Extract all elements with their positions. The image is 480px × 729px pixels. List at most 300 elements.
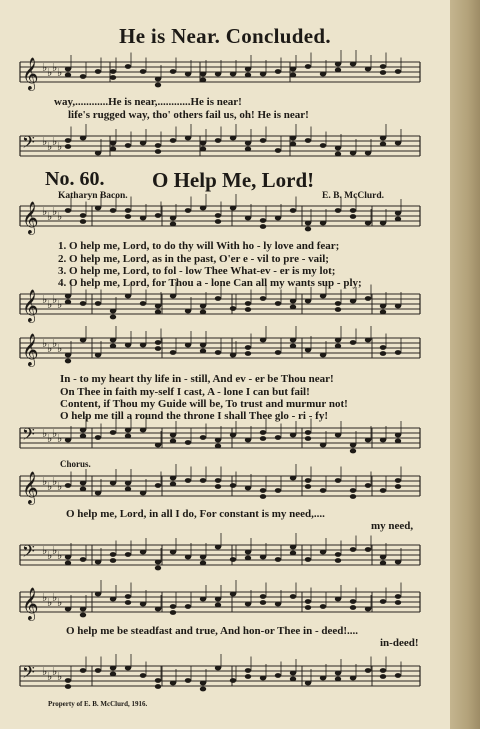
note-head (80, 74, 86, 79)
note-head (350, 605, 356, 610)
chorus-label: Chorus. (60, 459, 91, 469)
note-head (200, 435, 206, 440)
note-head (365, 483, 371, 488)
note-head (80, 338, 86, 343)
hymn-number: No. 60. (45, 168, 105, 190)
note-head (80, 613, 86, 618)
note-head (95, 151, 101, 156)
note-head (395, 211, 401, 216)
note-head (80, 428, 86, 433)
flat-sign-icon: ♭ (42, 591, 48, 604)
note-head (350, 494, 356, 499)
note-head (335, 146, 341, 151)
note-head (275, 148, 281, 153)
note-head (365, 438, 371, 443)
note-head (140, 673, 146, 678)
flat-sign-icon: ♭ (47, 670, 53, 683)
note-head (95, 560, 101, 565)
note-head (305, 138, 311, 143)
note-head (290, 67, 296, 72)
note-head (95, 69, 101, 74)
note-head (380, 310, 386, 315)
flat-sign-icon: ♭ (52, 135, 58, 148)
note-head (80, 481, 86, 486)
treble-clef-icon: 𝄞 (22, 289, 39, 322)
note-head (320, 676, 326, 681)
note-head (65, 483, 71, 488)
note-head (335, 208, 341, 213)
verse-a-line-4: 4. O help me, Lord, for Thou a - lone Can all my wants sup - ply; (58, 277, 362, 289)
note-head (80, 607, 86, 612)
note-head (305, 478, 311, 483)
note-head (95, 491, 101, 496)
note-head (65, 144, 71, 149)
note-head (200, 310, 206, 315)
note-head (260, 555, 266, 560)
note-head (305, 64, 311, 69)
note-head (260, 594, 266, 599)
treble-clef-icon: 𝄞 (22, 587, 39, 620)
note-head (155, 443, 161, 448)
flat-sign-icon: ♭ (42, 293, 48, 306)
note-head (350, 151, 356, 156)
note-head (230, 592, 236, 597)
chorus-line-1-echo: my need, (371, 520, 414, 532)
note-head (125, 214, 131, 219)
note-head (245, 668, 251, 673)
note-head (320, 443, 326, 448)
note-head (215, 296, 221, 301)
flat-sign-icon: ♭ (57, 480, 63, 493)
note-head (380, 70, 386, 75)
note-head (350, 488, 356, 493)
note-head (80, 136, 86, 141)
note-head (365, 668, 371, 673)
note-head (140, 69, 146, 74)
note-head (185, 136, 191, 141)
note-head (380, 599, 386, 604)
note-head (80, 301, 86, 306)
treble-clef-icon: 𝄞 (22, 471, 39, 504)
note-head (65, 607, 71, 612)
note-head (245, 345, 251, 350)
note-head (335, 301, 341, 306)
flat-sign-icon: ♭ (42, 205, 48, 218)
note-head (245, 147, 251, 152)
note-head (155, 83, 161, 88)
note-head (65, 138, 71, 143)
note-head (335, 338, 341, 343)
note-head (215, 478, 221, 483)
treble-clef-icon: 𝄞 (22, 201, 39, 234)
note-head (230, 136, 236, 141)
note-head (110, 481, 116, 486)
note-head (170, 476, 176, 481)
note-head (305, 299, 311, 304)
note-head (140, 491, 146, 496)
note-head (335, 558, 341, 563)
flat-sign-icon: ♭ (47, 140, 53, 153)
note-head (155, 607, 161, 612)
flat-sign-icon: ♭ (57, 432, 63, 445)
note-head (125, 143, 131, 148)
flat-sign-icon: ♭ (52, 544, 58, 557)
note-head (350, 599, 356, 604)
note-head (335, 552, 341, 557)
note-head (185, 604, 191, 609)
flat-sign-icon: ♭ (47, 210, 53, 223)
note-head (95, 668, 101, 673)
bass-clef-icon: 𝄢 (22, 424, 35, 448)
note-head (290, 671, 296, 676)
note-head (395, 217, 401, 222)
bass-clef-icon: 𝄢 (22, 541, 35, 565)
note-head (155, 678, 161, 683)
note-head (110, 672, 116, 677)
note-head (305, 557, 311, 562)
note-head (80, 219, 86, 224)
note-head (110, 208, 116, 213)
note-head (395, 141, 401, 146)
note-head (200, 343, 206, 348)
flat-sign-icon: ♭ (57, 596, 63, 609)
note-head (260, 488, 266, 493)
note-head (200, 597, 206, 602)
note-head (335, 152, 341, 157)
verse-b-line-1: In - to my heart thy life in - still, And ev - er be Thou near! (60, 373, 334, 385)
note-head (65, 208, 71, 213)
note-head (185, 343, 191, 348)
note-head (245, 307, 251, 312)
note-head (380, 438, 386, 443)
flat-sign-icon: ♭ (57, 66, 63, 79)
note-head (320, 604, 326, 609)
flat-sign-icon: ♭ (57, 210, 63, 223)
note-head (170, 550, 176, 555)
note-head (140, 301, 146, 306)
note-head (170, 610, 176, 615)
note-head (125, 552, 131, 557)
note-head (170, 216, 176, 221)
note-head (275, 435, 281, 440)
flat-sign-icon: ♭ (42, 135, 48, 148)
note-head (200, 687, 206, 692)
note-head (110, 315, 116, 320)
note-head (215, 72, 221, 77)
verse-a-line-1: 1. O help me, Lord, to do thy will With ho - ly love and fear; (58, 240, 340, 252)
note-head (290, 208, 296, 213)
note-head (65, 561, 71, 566)
note-head (140, 343, 146, 348)
note-head (305, 221, 311, 226)
note-head (170, 433, 176, 438)
note-head (365, 67, 371, 72)
note-head (395, 594, 401, 599)
note-head (230, 678, 236, 683)
chorus-line-1: O help me, Lord, in all I do, For constant is my need,.... (66, 508, 325, 520)
flat-sign-icon: ♭ (52, 665, 58, 678)
flat-sign-icon: ♭ (42, 544, 48, 557)
note-head (290, 677, 296, 682)
note-head (185, 72, 191, 77)
note-head (245, 73, 251, 78)
chorus-line-2: O help me be steadfast and true, And hon-or Thee in - deed!.... (66, 625, 359, 637)
note-head (380, 561, 386, 566)
flat-sign-icon: ♭ (47, 480, 53, 493)
note-head (110, 147, 116, 152)
flat-sign-icon: ♭ (42, 665, 48, 678)
note-head (125, 594, 131, 599)
note-head (335, 677, 341, 682)
note-head (305, 348, 311, 353)
note-head (290, 305, 296, 310)
note-head (365, 607, 371, 612)
note-head (65, 678, 71, 683)
flat-sign-icon: ♭ (42, 427, 48, 440)
note-head (245, 486, 251, 491)
flat-sign-icon: ♭ (47, 342, 53, 355)
note-head (260, 224, 266, 229)
note-head (305, 227, 311, 232)
flat-sign-icon: ♭ (47, 596, 53, 609)
note-head (80, 557, 86, 562)
note-head (260, 296, 266, 301)
note-head (65, 353, 71, 358)
note-head (335, 597, 341, 602)
note-head (230, 433, 236, 438)
note-head (215, 603, 221, 608)
note-head (200, 561, 206, 566)
note-head (110, 430, 116, 435)
note-head (200, 478, 206, 483)
note-head (65, 555, 71, 560)
note-head (125, 428, 131, 433)
note-head (155, 346, 161, 351)
note-head (65, 438, 71, 443)
flat-sign-icon: ♭ (57, 549, 63, 562)
note-head (200, 147, 206, 152)
note-head (65, 73, 71, 78)
note-head (350, 214, 356, 219)
note-head (110, 141, 116, 146)
note-head (320, 550, 326, 555)
hymn-author: Katharyn Bacon. (58, 191, 128, 201)
note-head (275, 301, 281, 306)
note-head (395, 560, 401, 565)
note-head (275, 216, 281, 221)
note-head (380, 142, 386, 147)
note-head (125, 208, 131, 213)
verse-a-line-3: 3. O help me, Lord, to fol - low Thee What-ev - er is my lot; (58, 265, 336, 277)
note-head (245, 351, 251, 356)
bass-clef-icon: 𝄢 (22, 662, 35, 686)
note-head (110, 558, 116, 563)
note-head (290, 344, 296, 349)
note-head (200, 141, 206, 146)
note-head (320, 294, 326, 299)
bass-clef-icon: 𝄢 (22, 132, 35, 156)
note-head (185, 478, 191, 483)
note-head (215, 219, 221, 224)
note-head (380, 674, 386, 679)
note-head (140, 428, 146, 433)
note-head (305, 681, 311, 686)
note-head (200, 206, 206, 211)
note-head (380, 351, 386, 356)
note-head (65, 294, 71, 299)
note-head (395, 478, 401, 483)
note-head (230, 72, 236, 77)
note-head (185, 208, 191, 213)
note-head (335, 68, 341, 73)
verse-b-line-4: O help me till a round the throne I shall Thee glo - ri - fy! (60, 410, 328, 422)
note-head (335, 62, 341, 67)
flat-sign-icon: ♭ (47, 432, 53, 445)
note-head (125, 343, 131, 348)
flat-sign-icon: ♭ (47, 298, 53, 311)
flat-sign-icon: ♭ (42, 337, 48, 350)
note-head (110, 344, 116, 349)
note-head (290, 136, 296, 141)
note-head (125, 294, 131, 299)
flat-sign-icon: ♭ (52, 205, 58, 218)
note-head (200, 72, 206, 77)
note-head (80, 487, 86, 492)
note-head (290, 73, 296, 78)
note-head (155, 566, 161, 571)
note-head (110, 309, 116, 314)
note-head (185, 678, 191, 683)
note-head (290, 551, 296, 556)
note-head (215, 597, 221, 602)
note-head (305, 436, 311, 441)
note-head (290, 338, 296, 343)
note-head (395, 673, 401, 678)
note-head (305, 484, 311, 489)
note-head (155, 213, 161, 218)
note-head (320, 221, 326, 226)
note-head (290, 594, 296, 599)
note-head (125, 487, 131, 492)
verse-a-line-2: 2. O help me, Lord, as in the past, O'er e - vil to pre - vail; (58, 253, 329, 265)
note-head (245, 674, 251, 679)
note-head (305, 599, 311, 604)
note-head (275, 557, 281, 562)
note-head (275, 673, 281, 678)
note-head (245, 67, 251, 72)
verse-b-line-2: On Thee in faith my-self I cast, A - lone I can but fail! (60, 386, 310, 398)
note-head (245, 602, 251, 607)
flat-sign-icon: ♭ (52, 591, 58, 604)
note-head (215, 444, 221, 449)
note-head (230, 206, 236, 211)
note-head (290, 299, 296, 304)
note-head (200, 555, 206, 560)
header-title: He is Near. Concluded. (119, 24, 331, 48)
note-head (215, 213, 221, 218)
flat-sign-icon: ♭ (42, 61, 48, 74)
prev-lyric-line-1: way,............He is near,............He is near! (54, 96, 242, 108)
note-head (350, 443, 356, 448)
hymn-composer: E. B. McClurd. (322, 191, 385, 201)
note-head (110, 666, 116, 671)
note-head (185, 555, 191, 560)
note-head (380, 64, 386, 69)
note-head (95, 592, 101, 597)
note-head (95, 206, 101, 211)
note-head (245, 438, 251, 443)
note-head (335, 478, 341, 483)
note-head (230, 483, 236, 488)
note-head (245, 550, 251, 555)
treble-clef-icon: 𝄞 (22, 57, 39, 90)
flat-sign-icon: ♭ (57, 342, 63, 355)
note-head (170, 294, 176, 299)
flat-sign-icon: ♭ (52, 475, 58, 488)
note-head (365, 547, 371, 552)
note-head (140, 216, 146, 221)
flat-sign-icon: ♭ (57, 670, 63, 683)
note-head (80, 668, 86, 673)
note-head (215, 350, 221, 355)
note-head (260, 72, 266, 77)
treble-clef-icon: 𝄞 (22, 333, 39, 366)
note-head (395, 69, 401, 74)
note-head (215, 438, 221, 443)
note-head (350, 299, 356, 304)
note-head (260, 676, 266, 681)
note-head (110, 552, 116, 557)
note-head (95, 435, 101, 440)
note-head (230, 353, 236, 358)
note-head (305, 430, 311, 435)
note-head (335, 344, 341, 349)
note-head (380, 555, 386, 560)
flat-sign-icon: ♭ (42, 475, 48, 488)
note-head (95, 353, 101, 358)
flat-sign-icon: ♭ (57, 298, 63, 311)
note-head (380, 136, 386, 141)
note-head (350, 449, 356, 454)
note-head (335, 307, 341, 312)
note-head (395, 433, 401, 438)
note-head (110, 338, 116, 343)
note-head (65, 359, 71, 364)
note-head (245, 556, 251, 561)
note-head (365, 151, 371, 156)
note-head (125, 434, 131, 439)
copyright-footer: Property of E. B. McClurd, 1916. (48, 700, 148, 708)
note-head (395, 600, 401, 605)
flat-sign-icon: ♭ (57, 140, 63, 153)
note-head (380, 488, 386, 493)
note-head (335, 671, 341, 676)
note-head (140, 550, 146, 555)
note-head (125, 666, 131, 671)
note-head (215, 666, 221, 671)
note-head (80, 434, 86, 439)
note-head (245, 301, 251, 306)
note-head (395, 484, 401, 489)
note-head (320, 72, 326, 77)
hymn-title: O Help Me, Lord! (152, 168, 315, 192)
flat-sign-icon: ♭ (52, 293, 58, 306)
note-head (170, 138, 176, 143)
note-head (185, 309, 191, 314)
note-head (230, 306, 236, 311)
note-head (170, 482, 176, 487)
note-head (155, 684, 161, 689)
